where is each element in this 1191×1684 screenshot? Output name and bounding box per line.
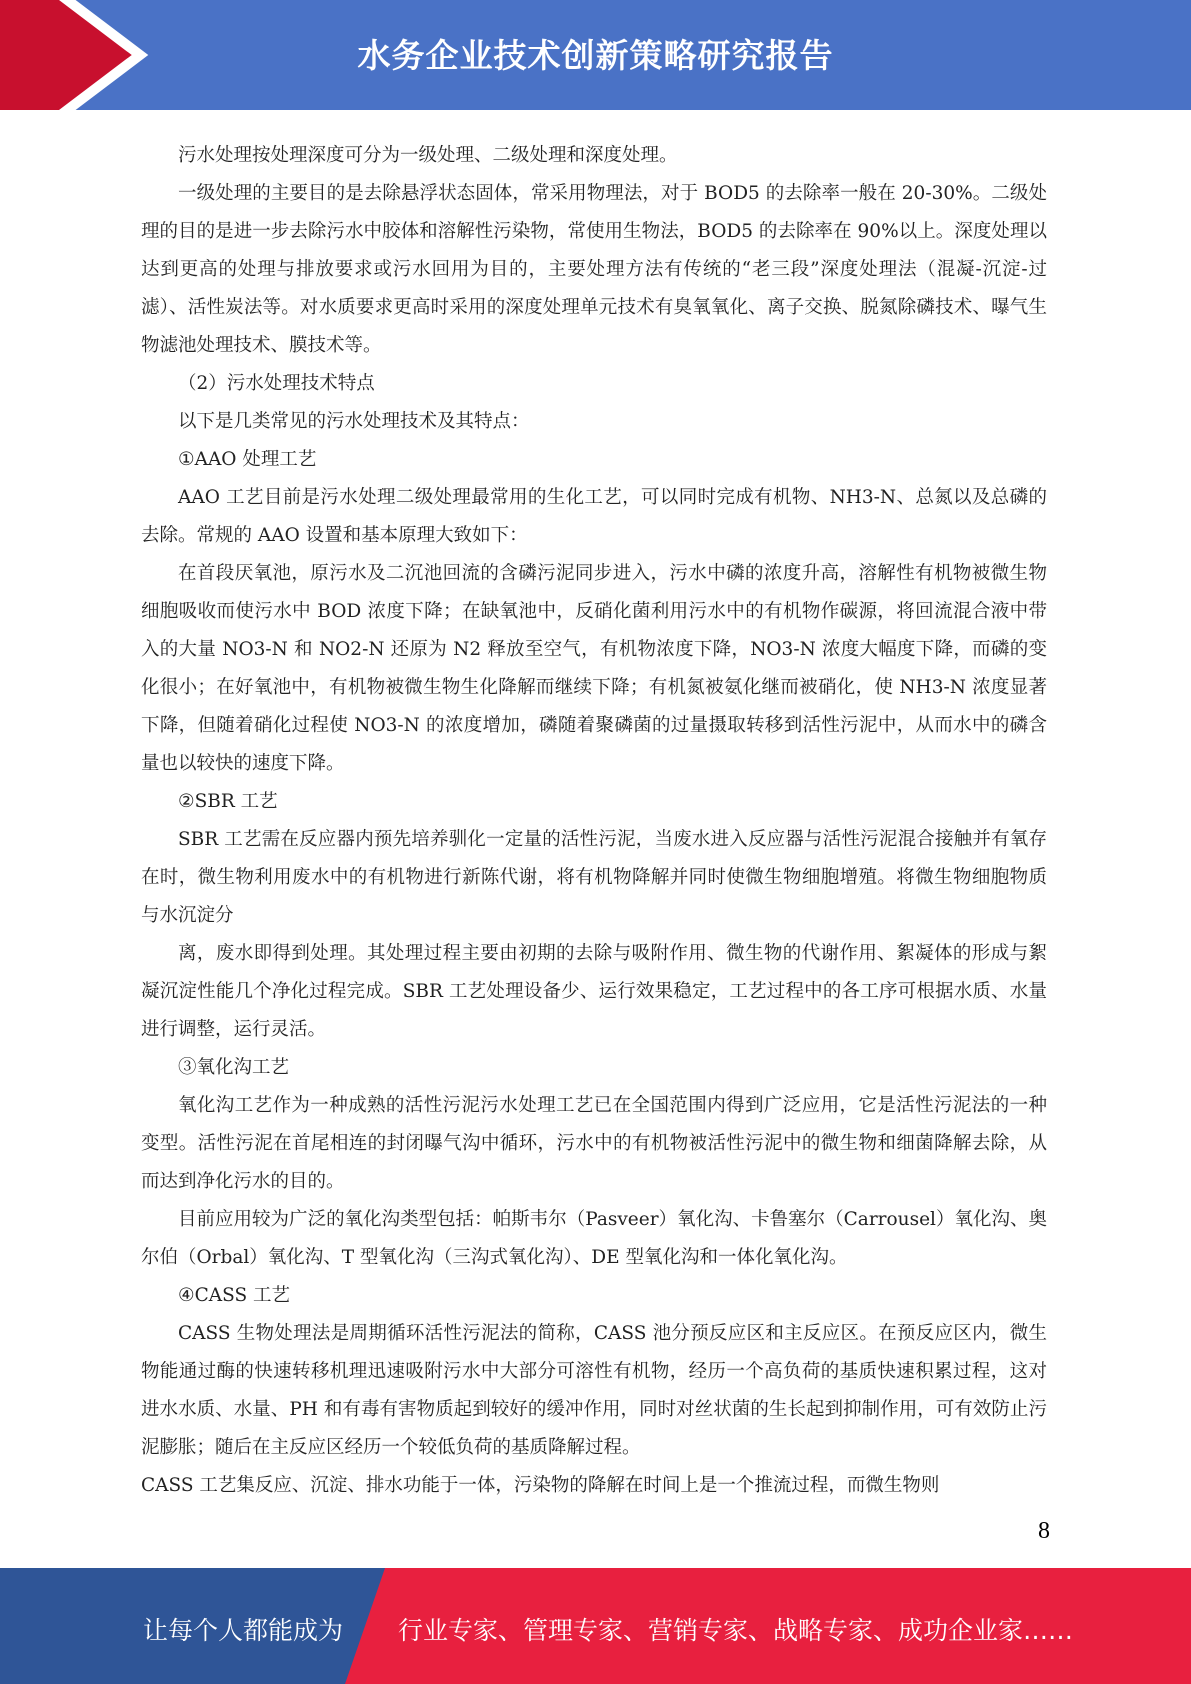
paragraph: 氧化沟工艺作为一种成熟的活性污泥污水处理工艺已在全国范围内得到广泛应用，它是活性污泥法的一种变型。活性污泥在首尾相连的封闭曝气沟中循环，污水中的有机物被活性污泥中的微生物和细菌降解去除，从而达到净化污水的目的。 [141,1095,1047,1192]
subsection-heading: ②SBR 工艺 [178,791,278,812]
paragraph: 一级处理的主要目的是去除悬浮状态固体，常采用物理法，对于 BOD5 的去除率一般在 20-30%。二级处理的目的是进一步去除污水中胶体和溶解性污染物，常使用生物法，BOD5 的去除率在 90%以上。深度处理以达到更高的处理与排放要求或污水回用为目的，主要处理方法有传统的“老三段”深度处理法（混凝-沉淀-过滤）、活性炭法等。对水质要求更高时采用的深度处理单元技术有臭氧氧化、离子交换、脱氮除磷技术、曝气生物滤池处理技术、膜技术等。 [141,183,1047,356]
paragraph: CASS 工艺集反应、沉淀、排水功能于一体，污染物的降解在时间上是一个推流过程，而微生物则 [141,1475,940,1496]
footer-slogan-right: 行业专家、管理专家、营销专家、战略专家、成功企业家…… [398,1616,1074,1645]
paragraph: 在首段厌氧池，原污水及二沉池回流的含磷污泥同步进入，污水中磷的浓度升高，溶解性有机物被微生物细胞吸收而使污水中 BOD 浓度下降；在缺氧池中，反硝化菌利用污水中的有机物作碳源，将回流混合液中带入的大量 NO3-N 和 NO2-N 还原为 N2 释放至空气，有机物浓度下降，NO3-N 浓度大幅度下降，而磷的变化很小；在好氧池中，有机物被微生物生化降解而继续下降；有机氮被氨化继而被硝化，使 NH3-N 浓度显著下降，但随着硝化过程使 NO3-N 的浓度增加，磷随着聚磷菌的过量摄取转移到活性污泥中，从而水中的磷含量也以较快的速度下降。 [141,563,1047,774]
subsection-heading: ③氧化沟工艺 [178,1057,290,1078]
paragraph: AAO 工艺目前是污水处理二级处理最常用的生化工艺，可以同时完成有机物、NH3-N、总氮以及总磷的去除。常规的 AAO 设置和基本原理大致如下： [141,487,1047,546]
report-title: 水务企业技术创新策略研究报告 [357,36,834,75]
paragraph: 目前应用较为广泛的氧化沟类型包括：帕斯韦尔（Pasveer）氧化沟、卡鲁塞尔（Carrousel）氧化沟、奥尔伯（Orbal）氧化沟、T 型氧化沟（三沟式氧化沟）、DE 型氧化沟和一体化氧化沟。 [141,1209,1047,1268]
page-header [0,0,1191,110]
subsection-heading: ①AAO 处理工艺 [178,449,317,470]
paragraph: SBR 工艺需在反应器内预先培养驯化一定量的活性污泥，当废水进入反应器与活性污泥混合接触并有氧存在时，微生物利用废水中的有机物进行新陈代谢，将有机物降解并同时使微生物细胞增殖。将微生物细胞物质与水沉淀分 [141,829,1047,926]
paragraph: CASS 生物处理法是周期循环活性污泥法的简称，CASS 池分预反应区和主反应区。在预反应区内，微生物能通过酶的快速转移机理迅速吸附污水中大部分可溶性有机物，经历一个高负荷的基质快速积累过程，这对进水水质、水量、PH 和有毒有害物质起到较好的缓冲作用，同时对丝状菌的生长起到抑制作用，可有效防止污泥膨胀；随后在主反应区经历一个较低负荷的基质降解过程。 [141,1323,1047,1458]
paragraph: 以下是几类常见的污水处理技术及其特点： [178,411,530,432]
body-text [141,137,1047,1505]
subsection-heading: ④CASS 工艺 [178,1285,291,1306]
paragraph: 污水处理按处理深度可分为一级处理、二级处理和深度处理。 [178,145,678,166]
page-footer [0,1568,1191,1684]
page-number: 8 [1038,1518,1050,1544]
paragraph: 离，废水即得到处理。其处理过程主要由初期的去除与吸附作用、微生物的代谢作用、絮凝体的形成与絮凝沉淀性能几个净化过程完成。SBR 工艺处理设备少、运行效果稳定，工艺过程中的各工序可根据水质、水量进行调整，运行灵活。 [141,943,1047,1040]
section-heading: （2）污水处理技术特点 [178,373,375,394]
footer-slogan-left: 让每个人都能成为 [143,1616,344,1645]
